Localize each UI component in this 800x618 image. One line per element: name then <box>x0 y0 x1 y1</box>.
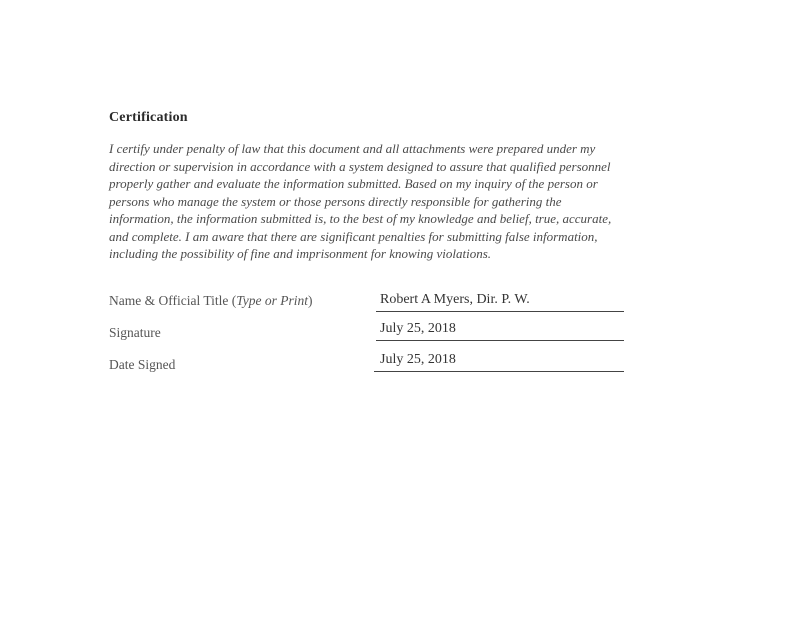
statement-line: including the possibility of fine and imprisonment for knowing violations. <box>109 246 492 261</box>
statement-line: direction or supervision in accordance with a system designed to assure that qualified personnel <box>109 158 611 174</box>
name-title-label-text: Name & Official Title ( <box>109 293 237 308</box>
name-title-label-hint: Type or Print <box>236 293 308 308</box>
signature-label: Signature <box>109 325 161 340</box>
date-signed-value: July 25, 2018 <box>380 352 456 367</box>
name-title-underline <box>376 311 624 312</box>
signature-value: July 25, 2018 <box>380 321 456 336</box>
certification-statement <box>109 140 709 263</box>
name-title-label-close: ) <box>308 293 313 308</box>
date-signed-underline <box>374 371 624 372</box>
statement-line: persons who manage the system or those persons directly responsible for gathering the <box>109 193 562 209</box>
statement-line: and complete. I am aware that there are significant penalties for submitting false information, <box>109 228 598 244</box>
statement-line: information, the information submitted is, to the best of my knowledge and belief, true, accurate, <box>109 211 612 226</box>
signature-underline <box>376 340 624 341</box>
name-title-label <box>109 293 313 309</box>
name-title-value: Robert A Myers, Dir. P. W. <box>380 292 530 307</box>
certification-heading: Certification <box>109 110 188 125</box>
statement-line: I certify under penalty of law that this document and all attachments were prepared under my <box>109 141 596 156</box>
statement-line: properly gather and evaluate the information submitted. Based on my inquiry of the person or <box>109 176 598 191</box>
date-signed-label: Date Signed <box>109 357 176 372</box>
